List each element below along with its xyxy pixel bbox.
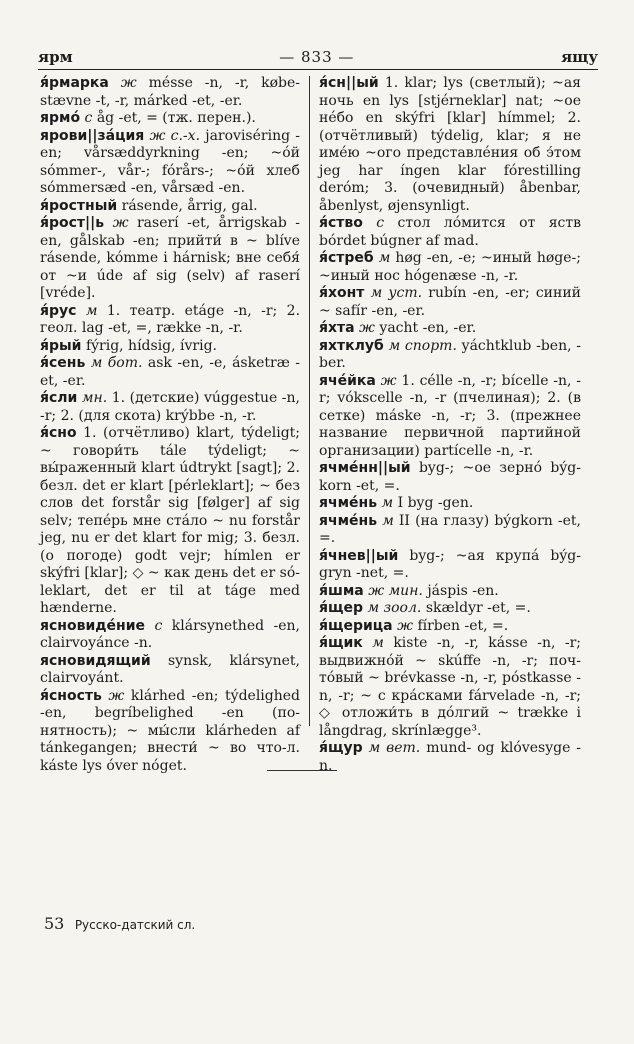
entry-definition: fýrig, hídsig, ívrig. <box>85 337 218 354</box>
left-column <box>40 75 300 775</box>
entry-definition: skældyr -et, =. <box>425 600 531 616</box>
signature-title: Русско-датский сл. <box>74 918 196 932</box>
dictionary-entry <box>319 285 581 320</box>
entry-definition: 1. klar; lys (светлый); ~ая ночь en lys [stjérneklar] nat; ~ое нéбо en skýfri [klar] hímmel; 2. (отчётливый) týdelig, klar; я не имéю ~ого представлéния об э́том jeg har íngen klar fórestilling deróm; 3. (очевидный) åbenbar, åbenlyst, øjensynligt. <box>319 75 581 214</box>
page-number: — 833 — <box>279 48 355 66</box>
dictionary-entry <box>40 128 300 198</box>
dictionary-entry <box>40 110 300 128</box>
entry-headword: я́сень <box>40 355 86 371</box>
dictionary-entry <box>319 600 581 618</box>
entry-grammar-label: ж с.-х. <box>149 127 201 144</box>
entry-grammar-label: м <box>382 512 394 529</box>
dictionary-entry <box>319 373 581 461</box>
entry-headword: я́рус <box>40 302 77 319</box>
page-footer <box>44 914 195 933</box>
dictionary-entry <box>319 548 581 583</box>
entry-definition: I byg -gen. <box>397 495 474 511</box>
dictionary-entry <box>319 338 581 373</box>
entry-headword: я́щер <box>319 600 363 616</box>
entry-headword: я́чнев||ый <box>319 547 399 564</box>
entry-grammar-label: с <box>376 215 385 231</box>
entry-grammar-label: ж <box>380 372 397 389</box>
entry-headword: я́хта <box>319 320 355 336</box>
entry-grammar-label: ж <box>359 320 375 336</box>
entry-definition: byg-; ~ая крупá býggryn -net, =. <box>319 547 582 581</box>
end-rule <box>267 770 337 771</box>
entry-grammar-label: ж <box>397 617 413 634</box>
entry-grammar-label: м спорт. <box>388 337 457 354</box>
dictionary-entry <box>319 215 581 250</box>
entry-headword: я́щур <box>319 740 363 756</box>
entry-headword: ячмéнь <box>319 512 378 529</box>
entry-definition: klársynethed -en, clairvoyánce -n. <box>40 617 300 651</box>
entry-headword: я́шма <box>319 582 364 599</box>
dictionary-entry <box>40 198 300 216</box>
entry-headword: я́стреб <box>319 250 374 266</box>
entry-definition: høg -en, -e; ~иный høge-; ~иный нос hógenæse -n, -r. <box>319 250 582 284</box>
entry-headword: я́рый <box>40 337 82 354</box>
entry-headword: ясновидéние <box>40 617 146 634</box>
dictionary-entry <box>40 618 300 653</box>
entry-definition: mésse -n, -r, købestævne -t, -r, márked -et, -er. <box>40 75 301 109</box>
entry-headword: я́ство <box>319 215 363 231</box>
dictionary-entry <box>319 740 581 775</box>
entry-definition: II (на глазу) býgkorn -et, =. <box>319 512 581 546</box>
entry-grammar-label: ж <box>112 215 129 231</box>
dictionary-entry <box>319 320 581 338</box>
entry-definition: rásende, årrig, gal. <box>121 197 258 214</box>
entry-grammar-label: ж <box>108 687 125 704</box>
entry-definition: 1. (отчётливо) klart, týdeligt; ~ говори́ть tále týdeligt; ~ вы́раженный klart údtrykt [sagt]; 2. безл. det er klart [pérleklart]; ~ без слов det forstår sig [følger] af sig selv; тепéрь мне стáло ~ nu forstår jeg, nu er det klart for mig; 3. безл. (о погоде) godt vejr; hímlen er skýfri [klar]; ◇ ~ как день det er sóleklart, det er til at táge med hænderne. <box>40 425 301 616</box>
entry-headword: я́рмарка <box>40 75 109 91</box>
entry-grammar-label: ж мин. <box>368 582 423 599</box>
column-divider <box>309 76 310 726</box>
header-right-guide-word: ящу <box>561 48 598 66</box>
entry-definition: 1. театр. etáge -n, -r; 2. геол. lag -et, =, række -n, -r. <box>40 302 301 336</box>
entry-headword: яхтклуб <box>319 337 384 354</box>
entry-definition: rubín -en, -er; синий ~ safír -en, -er. <box>319 285 581 319</box>
entry-definition: jáspis -en. <box>427 582 499 599</box>
right-column <box>319 75 581 775</box>
entry-grammar-label: м зоол. <box>367 600 422 616</box>
dictionary-entry <box>319 460 581 495</box>
entry-definition: fírben -et, =. <box>417 617 509 634</box>
entry-headword: ячмéнь <box>319 495 378 511</box>
entry-grammar-label: м <box>85 302 98 319</box>
entry-headword: я́щик <box>319 635 363 651</box>
dictionary-entry <box>40 355 300 390</box>
entry-grammar-label: мн. <box>81 390 108 406</box>
dictionary-entry <box>319 635 581 740</box>
entry-definition: raserí -et, årrigskab -en, gålskab -en; прийти́ в ~ blíve rásende, kómme i hárnisk; вне себя́ от ~и úde af sig (selv) af raserí [vréde]. <box>40 215 301 301</box>
dictionary-entry <box>40 75 300 110</box>
entry-headword: ячмéнн||ый <box>319 460 411 476</box>
entry-grammar-label: с <box>84 110 93 126</box>
dictionary-entry <box>40 653 300 688</box>
dictionary-entry <box>319 495 581 513</box>
entry-headword: я́хонт <box>319 285 365 301</box>
dictionary-entry <box>40 688 300 776</box>
entry-grammar-label: м вет. <box>368 740 421 756</box>
running-header <box>38 46 598 68</box>
entry-grammar-label: ж <box>120 75 137 91</box>
dictionary-entry <box>40 425 300 618</box>
dictionary-entry <box>319 250 581 285</box>
dictionary-entry <box>40 390 300 425</box>
dictionary-entry <box>40 303 300 338</box>
entry-definition: 1. célle -n, -r; bícelle -n, -r; vókscelle -n, -r (пчелиная); 2. (в сетке) máske -n, -r; 3. (прежнее название первичной партийной организации) partícelle -n, -r. <box>319 372 582 459</box>
entry-headword: я́сность <box>40 687 102 704</box>
entry-definition: 1. (детские) vúggestue -n, -r; 2. (для скота) krýbbe -n, -r. <box>40 390 301 424</box>
dictionary-entry <box>40 338 300 356</box>
entry-definition: yáchtklub -ben, -ber. <box>319 337 582 371</box>
entry-headword: я́ростный <box>40 197 118 214</box>
dictionary-entry <box>319 513 581 548</box>
entry-headword: я́щерица <box>319 617 393 634</box>
entry-headword: я́сли <box>40 390 78 406</box>
entry-grammar-label: м уст. <box>370 285 423 301</box>
entry-definition: ask -en, -e, ásketræ -et, -er. <box>40 355 301 389</box>
entry-definition: byg-; ~ое зернó býgkorn -et, =. <box>319 460 581 494</box>
entry-definition: synsk, klársynet, clairvoyánt. <box>40 652 300 686</box>
entry-grammar-label: с <box>154 617 163 634</box>
entry-headword: ячéйка <box>319 372 376 389</box>
entry-definition: jaroviséring -en; vårsæddyrkning -en; ~óй sómmer-, vår-; fórårs-; ~óй хлеб sómmersæd -en, vårsæd -en. <box>40 127 300 196</box>
entry-grammar-label: м <box>372 635 384 651</box>
dictionary-entry <box>319 583 581 601</box>
dictionary-entry <box>319 75 581 215</box>
header-rule <box>38 69 598 70</box>
entry-grammar-label: м <box>381 495 394 511</box>
signature-number: 53 <box>44 914 65 933</box>
entry-grammar-label: м <box>378 250 391 266</box>
entry-headword: я́сно <box>40 425 77 441</box>
entry-headword: ясновидящий <box>40 652 151 669</box>
entry-definition: стол лóмится от яств bórdet búgner af mad. <box>319 215 582 249</box>
entry-headword: я́рост||ь <box>40 215 105 231</box>
entry-headword: я́сн||ый <box>319 75 379 91</box>
entry-definition: mund- og klóvesyge -n. <box>319 740 582 774</box>
entry-definition: åg -et, = (тж. перен.). <box>96 110 256 126</box>
entry-definition: kiste -n, -r, kásse -n, -r; выдвижнóй ~ skúffe -n, -r; почтóвый ~ brévkasse -n, -r, póstkasse -n, -r; ~ с крáсками fárvelade -n, -r; ◇ отложи́ть в дóлгий ~ trække i långdrag, skrínlægge³. <box>319 635 582 739</box>
dictionary-entry <box>319 618 581 636</box>
header-left-guide-word: ярм <box>38 48 73 66</box>
entry-headword: ярмó <box>40 110 81 126</box>
dictionary-entry <box>40 215 300 303</box>
entry-headword: ярови||зáция <box>40 127 145 144</box>
entry-definition: yacht -en, -er. <box>379 320 477 336</box>
entry-grammar-label: м бот. <box>90 355 143 371</box>
entry-definition: klárhed -en; týdelighed -en, begríbelighed -en (понятность); ~ мы́сли klárheden af tánkegangen; внести́ ~ во что-л. káste lys óver nóget. <box>40 687 300 774</box>
